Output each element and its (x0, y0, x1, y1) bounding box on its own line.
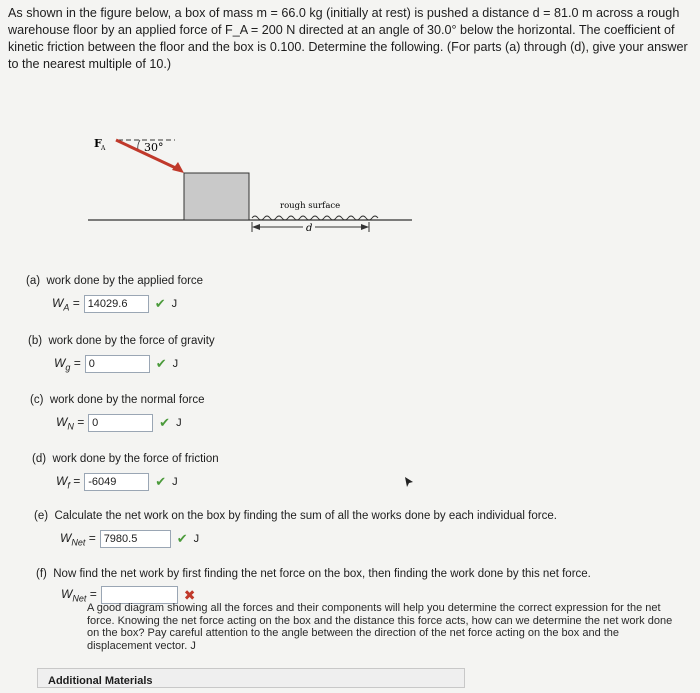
answer-input-b[interactable]: 0 (85, 355, 150, 373)
answer-symbol: $W_g$ = (54, 355, 81, 373)
answer-input-d[interactable]: -6049 (84, 473, 149, 491)
check-icon: ✔ (155, 474, 167, 489)
unit-label: J (193, 533, 200, 545)
part-question: Calculate the net work on the box by finding the sum of all the works done by each individual force. (54, 510, 557, 522)
unit-label: J (176, 417, 182, 429)
part-letter: (a) (26, 275, 41, 287)
angle-label: 30° (144, 141, 164, 154)
answer-symbol: $W_{Net}$ = (60, 530, 96, 548)
distance-arrowhead-right (361, 224, 369, 230)
surface-label: rough surface (280, 201, 341, 211)
part-question: work done by the force of friction (52, 453, 219, 465)
part-letter: (b) (28, 335, 43, 347)
physics-diagram (80, 130, 420, 240)
check-icon: ✔ (159, 415, 171, 430)
part-question: work done by the applied force (46, 275, 204, 287)
answer-symbol: $W_{Net}$ = (61, 586, 97, 604)
answer-input-a[interactable]: 14029.6 (84, 295, 149, 313)
unit-label: J (190, 639, 196, 652)
part-letter: (d) (32, 453, 47, 465)
part-question: work done by the normal force (49, 394, 205, 406)
angle-arc (138, 140, 140, 150)
answer-symbol: $W_A$ = (52, 295, 80, 313)
problem-statement: As shown in the figure below, a box of mass m = 66.0 kg (initially at rest) is pushed a distance d = 81.0 m across a rough warehouse floor by an applied force of F_A = 200 N directed at an angle of 30.0° below the horizontal. The coefficient of kinetic friction between the floor and the box is 0.100. Determine the following. (For parts (a) through (d), give your answer to the nearest multiple of 10.) (8, 6, 688, 71)
part-letter: (f) (36, 568, 47, 580)
distance-label: d (306, 223, 313, 234)
check-icon: ✔ (154, 296, 166, 311)
part-letter: (c) (30, 394, 44, 406)
answer-input-e[interactable]: 7980.5 (100, 530, 171, 548)
incorrect-icon: ✖ (183, 586, 196, 603)
unit-label: J (172, 476, 178, 488)
answer-symbol: $W_N$ = (56, 414, 85, 432)
additional-materials-header[interactable]: Additional Materials (37, 668, 465, 688)
unit-label: J (171, 298, 178, 310)
answer-symbol: $W_f$ = (56, 473, 81, 491)
answer-input-c[interactable]: 0 (88, 414, 153, 432)
force-label-sub: A (101, 145, 106, 152)
rough-surface (252, 216, 378, 220)
check-icon: ✔ (176, 531, 188, 546)
part-question: Now find the net work by first finding the net force on the box, then finding the work done by this net force. (53, 568, 591, 580)
part-question: work done by the force of gravity (48, 335, 215, 347)
check-icon: ✔ (155, 356, 167, 371)
hint-text: A good diagram showing all the forces and their components will help you determine the correct expression for the net force. Knowing the net force acting on the box and the distance this force acts, how can we determine the net work done on the box? Pay careful attention to the angle between the direction of the net force acting on the box and the displacement vector. J (87, 602, 673, 652)
mouse-cursor-icon (404, 476, 414, 488)
force-label: F (94, 137, 102, 150)
box (184, 173, 249, 220)
part-letter: (e) (34, 510, 49, 522)
distance-arrowhead-left (252, 224, 260, 230)
unit-label: J (172, 358, 179, 370)
